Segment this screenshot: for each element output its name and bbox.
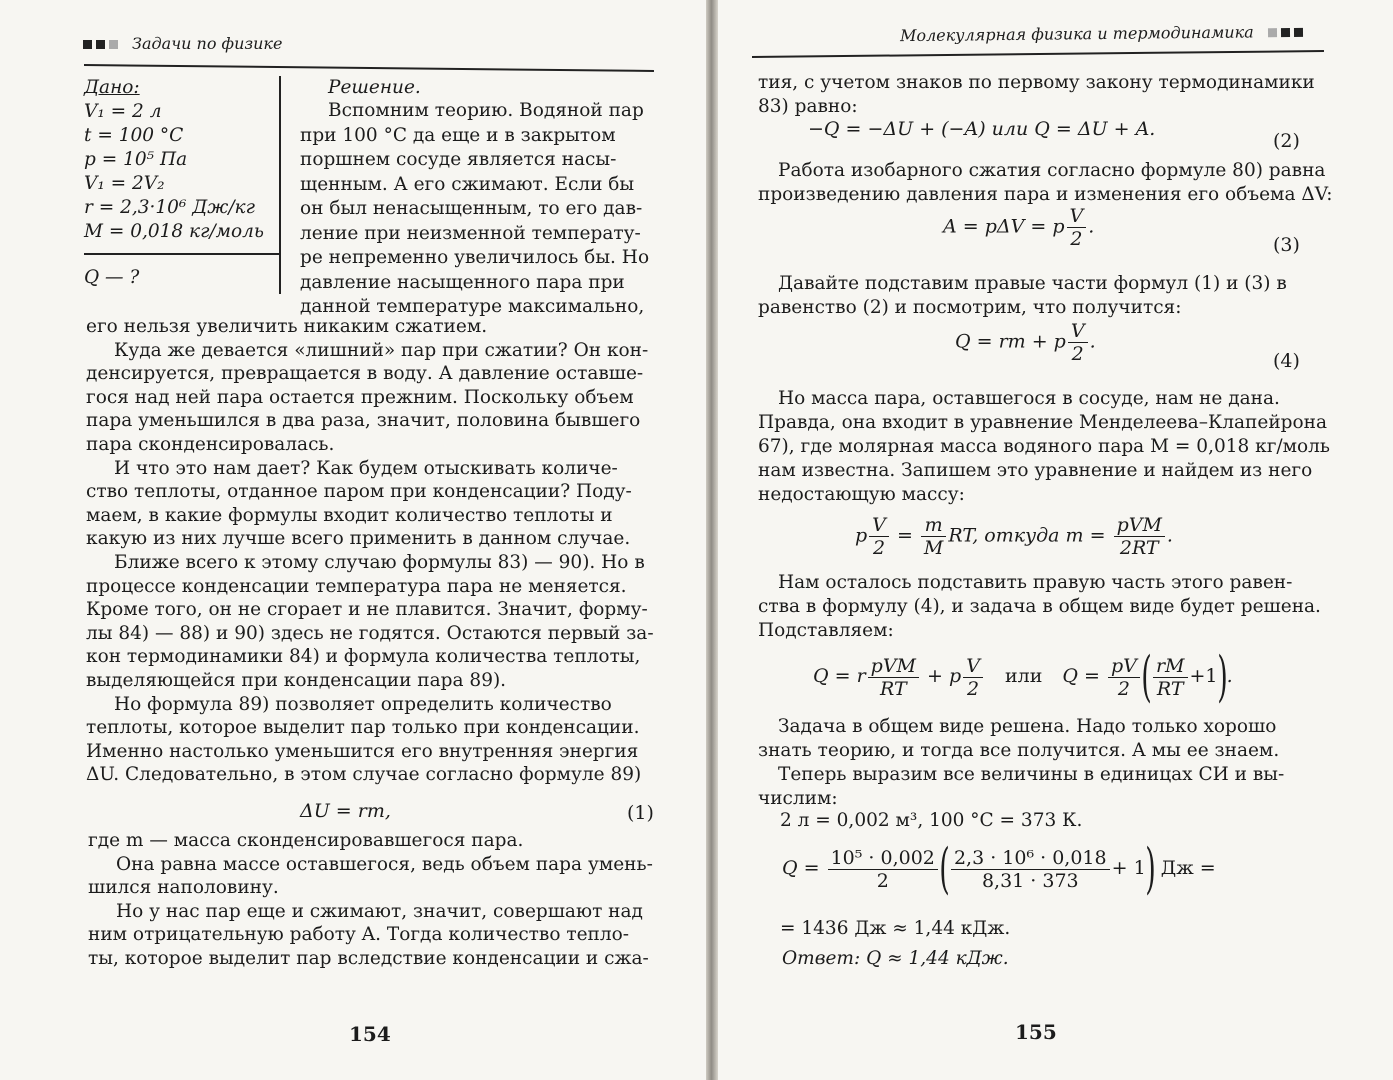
text-line: ства в формулу (4), и задача в общем виде будет решена. — [758, 596, 1321, 617]
equation-3: A = pΔV = p $\frac{V}{2}$ . — [943, 205, 1095, 250]
text-line: он был ненасыщенным, то его дав- — [300, 198, 643, 219]
text-line: Работа изобарного сжатия согласно формуле 80) равна — [778, 160, 1326, 181]
result-line: = 1436 Дж ≈ 1,44 кДж. — [780, 918, 1011, 939]
page-number-right: 155 — [1015, 1020, 1057, 1044]
given-title: Дано: — [84, 77, 140, 98]
equation-1-number: (1) — [627, 802, 654, 824]
text-line: какую из них лучше всего применить в данном случае. — [86, 528, 631, 550]
text-line: Давайте подставим правые части формул (1) и (3) в — [778, 273, 1287, 294]
given-rule — [84, 253, 279, 255]
text-line: Но у нас пар еще и сжимают, значит, совершают над — [116, 900, 643, 922]
text-line: недостающую массу: — [758, 484, 965, 505]
equation-4-number: (4) — [1273, 350, 1300, 372]
text-line: Подставляем: — [758, 620, 894, 641]
equation-1: ΔU = rm, — [300, 800, 391, 822]
text-line: его нельзя увеличить никаким сжатием. — [86, 316, 488, 337]
text-line: кон термодинамики 84) и формула количества теплоты, — [86, 646, 641, 668]
text-line: Нам осталось подставить правую часть этого равен- — [778, 572, 1293, 593]
find-quantity: Q — ? — [84, 267, 140, 288]
right-page — [718, 0, 1393, 1080]
text-line: Правда, она входит в уравнение Менделеева–Клапейрона — [758, 412, 1327, 433]
text-line: гося над ней пара остается прежним. Поскольку объем — [86, 386, 634, 408]
text-line: Но формула 89) позволяет определить количество — [114, 693, 612, 715]
header-rule-right — [752, 50, 1324, 58]
text-line: ление при неизменной температу- — [300, 222, 641, 244]
text-line: Ближе всего к этому случаю формулы 83) — 90). Но в — [114, 552, 645, 573]
text-line: M = 0,018 кг/моль — [84, 221, 265, 242]
text-line: t = 100 °С — [84, 125, 184, 146]
equation-4: Q = rm + p $\frac{V}{2}$ . — [955, 320, 1096, 365]
equation-3-number: (3) — [1273, 234, 1300, 256]
equation-5: p $\frac{V}{2}$ = $\frac{m}{M}$ RT, откуда m = $\frac{\text{pVM}}{2RT}$ . — [855, 514, 1173, 559]
text-line: лы 84) — 88) и 90) здесь не годятся. Остаются первый за- — [86, 622, 654, 644]
text-line: r = 2,3·10⁶ Дж/кг — [84, 197, 255, 218]
text-line: Куда же девается «лишний» пар при сжатии? Он кон- — [114, 339, 649, 361]
header-rule — [84, 64, 654, 72]
text-line: И что это нам дает? Как будем отыскивать количе- — [114, 457, 618, 479]
text-line: V₁ = 2 л — [84, 101, 162, 122]
left-running-header: Задачи по физике — [83, 34, 282, 53]
text-line: тия, с учетом знаков по первому закону термодинамики — [758, 72, 1315, 93]
text-line: ты, которое выделит пар вследствие конденсации и сжа- — [88, 948, 649, 969]
book-gutter — [706, 0, 718, 1080]
text-line: Но масса пара, оставшегося в сосуде, нам не дана. — [778, 388, 1280, 409]
solution-title: Решение. — [328, 77, 421, 98]
text-line: равенство (2) и посмотрим, что получится: — [758, 297, 1182, 318]
text-line: Кроме того, он не сгорает и не плавится. Значит, форму- — [86, 599, 648, 621]
text-line: шился наполовину. — [88, 877, 279, 899]
text-line: поршнем сосуде является насы- — [300, 149, 617, 170]
text-line: где m — масса сконденсировавшегося пара. — [88, 830, 524, 851]
text-line: 83) равно: — [758, 96, 858, 117]
text-line: при 100 °С да еще и в закрытом — [300, 124, 616, 146]
text-line: выделяющейся при конденсации пара 89). — [86, 670, 507, 691]
equation-6: Q = r $\frac{\text{pVM}}{RT}$ + p $\frac{V}{2}$ или Q = $\frac{pV}{2}$ ( $\frac{rM}{RT}$ +1). — [813, 645, 1233, 708]
given-divider — [279, 76, 281, 294]
text-line: процессе конденсации температура пара не меняется. — [86, 575, 627, 597]
answer-line: Ответ: Q ≈ 1,44 кДж. — [782, 948, 1009, 969]
text-line: Задача в общем виде решена. Надо только хорошо — [778, 716, 1277, 737]
text-line: Она равна массе оставшегося, ведь объем пара умень- — [116, 853, 653, 875]
text-line: Вспомним теорию. Водяной пар — [328, 100, 644, 121]
text-line: ним отрицательную работу A. Тогда количество тепло- — [88, 924, 629, 946]
page-number-left: 154 — [349, 1022, 391, 1046]
text-line: нам известна. Запишем это уравнение и найдем из него — [758, 460, 1313, 481]
text-line: произведению давления пара и изменения его объема ΔV: — [758, 184, 1333, 205]
text-line: 67), где молярная масса водяного пара M = 0,018 кг/моль — [758, 436, 1330, 457]
text-line: маем, в какие формулы входит количество теплоты и — [86, 504, 613, 526]
text-line: пара уменьшился в два раза, значит, половина бывшего — [86, 410, 641, 432]
equation-2-number: (2) — [1273, 130, 1300, 152]
text-line: теплоты, которое выделит пар только при конденсации. — [86, 717, 640, 739]
right-running-header: Молекулярная физика и термодинамика — [900, 22, 1307, 45]
text-line: давление насыщенного пара при — [300, 271, 625, 293]
text-line: Теперь выразим все величины в единицах СИ и вы- — [778, 764, 1285, 785]
text-line: ре непременно увеличилось бы. Но — [300, 247, 650, 268]
text-line: денсируется, превращается в воду. А давление оставше- — [86, 363, 644, 385]
text-line: ство теплоты, отданное паром при конденсации? Поду- — [86, 481, 632, 503]
equation-2: −Q = −ΔU + (−A) или Q = ΔU + A. — [808, 118, 1156, 140]
text-line: щенным. А его сжимают. Если бы — [300, 173, 635, 195]
text-line: пара сконденсировалась. — [86, 434, 335, 455]
text-line: Именно настолько уменьшится его внутренняя энергия — [86, 740, 639, 762]
numeric-calculation: Q = $\frac{\text{10⁵ · 0,002}}{2}$ ( $\frac{\text{2,3 · 10⁶ · 0,018}}{8,31 \cdot 373}$ + 1) Дж = — [782, 837, 1216, 900]
text-line: p = 10⁵ Па — [84, 149, 188, 170]
text-line: ΔU. Следовательно, в этом случае согласно формуле 89) — [86, 764, 642, 786]
text-line: данной температуре максимально, — [300, 296, 645, 317]
si-conversion: 2 л = 0,002 м³, 100 °С = 373 К. — [780, 810, 1083, 831]
text-line: V₁ = 2V₂ — [84, 173, 165, 194]
text-line: числим: — [758, 788, 838, 809]
text-line: знать теорию, и тогда все получится. А мы ее знаем. — [758, 740, 1280, 761]
